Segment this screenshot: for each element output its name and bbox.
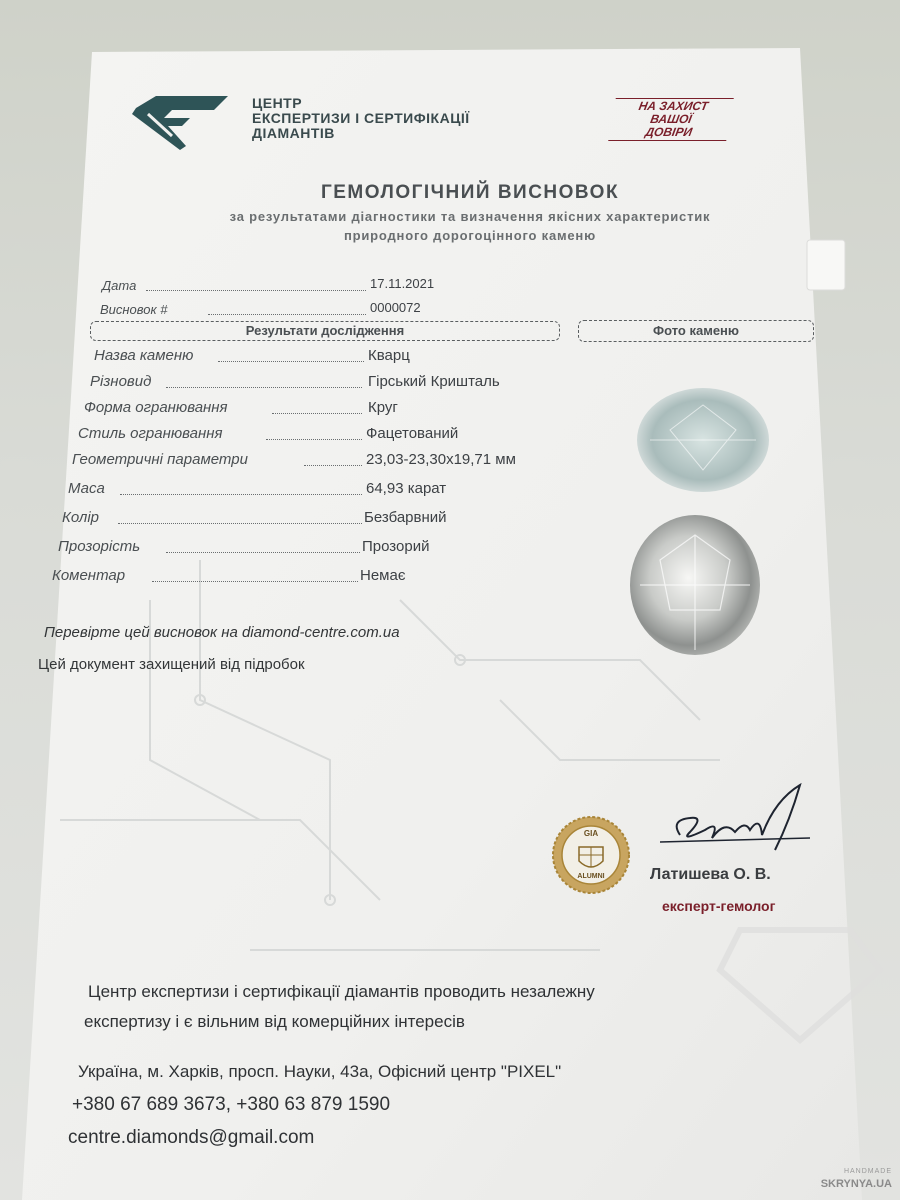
slogan-line-3: ДОВІРИ <box>644 125 694 139</box>
hologram-sticker <box>807 240 845 290</box>
subtitle-line-1: за результатами діагностики та визначення якісних характеристик <box>229 209 711 224</box>
slogan-line-1: НА ЗАХИСТ <box>637 99 710 113</box>
address: Україна, м. Харків, просп. Науки, 43а, Офісний центр "PIXEL" <box>78 1062 562 1081</box>
statement-line-2: експертизу і є вільним від комерційних інтересів <box>84 1012 465 1031</box>
phones: +380 67 689 3673, +380 63 879 1590 <box>72 1094 391 1115</box>
slogan-badge <box>608 98 734 141</box>
signer-role: експерт-гемолог <box>662 898 776 914</box>
seal-top-text: GIA <box>583 829 599 838</box>
field-label-stone-name: Назва каменю <box>94 347 194 364</box>
results-section-header: Результати дослідження <box>90 321 560 341</box>
number-label: Висновок # <box>100 302 168 317</box>
number-value: 0000072 <box>370 300 421 315</box>
logo-line-1: ЦЕНТР <box>252 95 303 111</box>
field-value-dimensions: 23,03-23,30х19,71 мм <box>366 451 516 468</box>
diamond-logo-icon <box>128 92 236 150</box>
signer-name: Латишева О. В. <box>650 866 771 883</box>
logo-line-2: ЕКСПЕРТИЗИ І СЕРТИФІКАЦІЇ <box>252 110 470 126</box>
field-value-mass: 64,93 карат <box>366 480 447 497</box>
field-label-dimensions: Геометричні параметри <box>72 451 248 468</box>
field-value-stone-name: Кварц <box>368 347 410 364</box>
gia-alumni-seal <box>551 815 631 895</box>
statement-line-1: Центр експертизи і сертифікації діамантів проводить незалежну <box>88 982 595 1001</box>
date-value: 17.11.2021 <box>370 276 435 291</box>
field-value-comment: Немає <box>360 567 406 584</box>
slogan-line-2: ВАШОЇ <box>649 112 693 126</box>
field-label-mass: Маса <box>68 480 105 497</box>
field-label-color: Колір <box>62 509 99 526</box>
field-value-variety: Гірський Кришталь <box>368 373 500 390</box>
field-value-cut-style: Фацетований <box>366 425 459 442</box>
field-label-cut-style: Стиль огранювання <box>78 425 223 442</box>
field-label-comment: Коментар <box>52 567 126 584</box>
watermark-line-1: HANDMADE <box>843 1168 892 1175</box>
handwritten-signature <box>650 780 820 860</box>
field-label-variety: Різновид <box>90 373 152 390</box>
date-label: Дата <box>102 278 137 293</box>
seal-icon <box>551 815 631 895</box>
document-title: ГЕМОЛОГІЧНИЙ ВИСНОВОК <box>320 182 620 203</box>
field-value-color: Безбарвний <box>364 509 447 526</box>
protected-note: Цей документ захищений від підробок <box>38 656 305 673</box>
subtitle-line-2: природного дорогоцінного каменю <box>344 228 596 243</box>
logo-line-3: ДІАМАНТІВ <box>252 125 335 141</box>
field-value-cut-shape: Круг <box>368 399 398 416</box>
photo-section-header: Фото каменю <box>578 320 814 342</box>
field-value-clarity: Прозорий <box>362 538 430 555</box>
field-label-cut-shape: Форма огранювання <box>84 399 228 416</box>
seal-bottom-text: ALUMNI <box>577 873 605 880</box>
field-label-clarity: Прозорість <box>58 538 141 555</box>
verify-note: Перевірте цей висновок на diamond-centre.com.ua <box>44 624 400 641</box>
email: centre.diamonds@gmail.com <box>68 1127 315 1148</box>
watermark-line-2: SKRYNYA.UA <box>820 1178 892 1190</box>
